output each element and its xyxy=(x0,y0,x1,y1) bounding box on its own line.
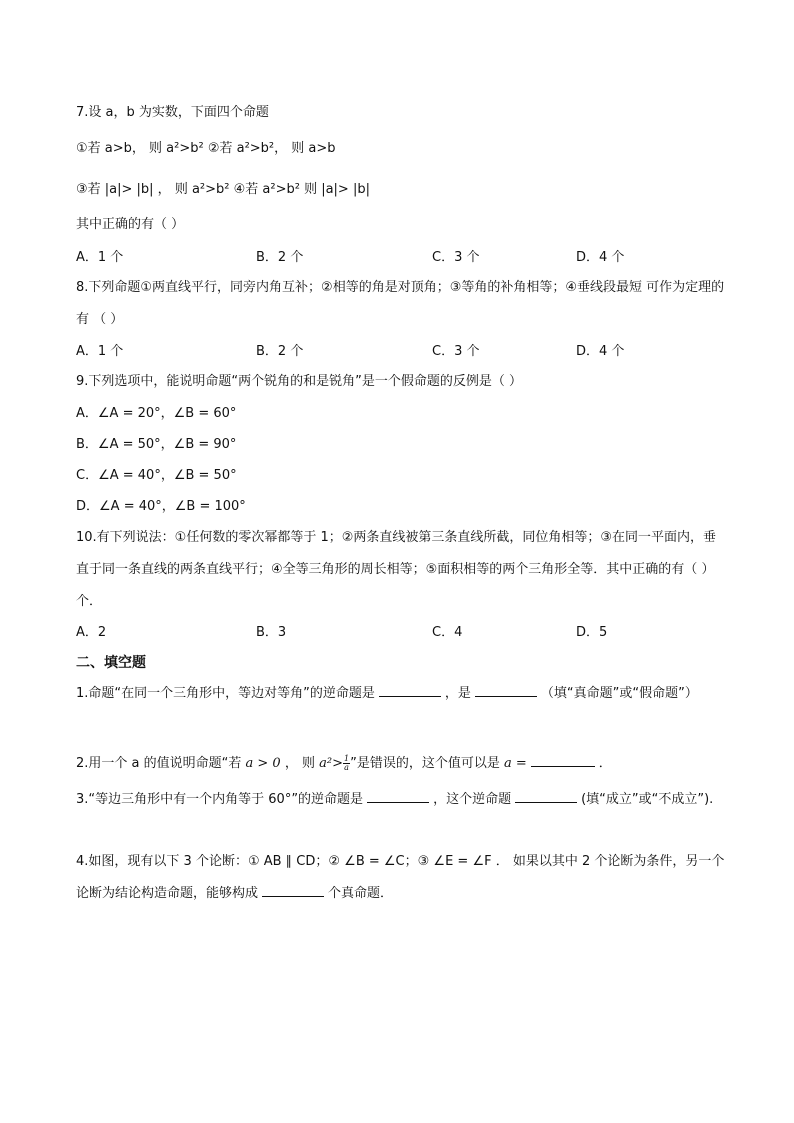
fill-2-condition: a > 0 xyxy=(245,756,281,771)
fill-3-text-c: (填“成立”或“不成立”). xyxy=(581,792,714,807)
q8-stem: 8.下列命题①两直线平行，同旁内角互补；②相等的角是对顶角；③等角的补角相等；④垂线段最短 可作为定理的有 （ ） xyxy=(76,280,725,327)
q9-option-a: A．∠A = 20°，∠B = 60° xyxy=(76,406,237,421)
q10-stem: 10.有下列说法：①任何数的零次幂都等于 1；②两条直线被第三条直线所截，同位角相等；③在同一平面内，垂直于同一条直线的两条直线平行；④全等三角形的周长相等；⑤面积相等的两个三角形全等．其中正确的有（ ）个． xyxy=(76,530,717,609)
q8-option-c: C．3 个 xyxy=(432,344,480,359)
fill-2-text-c: ”是错误的，这个值可以是 xyxy=(350,756,500,771)
fill-2-gt: > xyxy=(332,756,343,771)
q9-option-d: D．∠A = 40°，∠B = 100° xyxy=(76,499,246,514)
q7-stem: 7.设 a，b 为实数，下面四个命题 xyxy=(76,105,269,120)
fraction-numerator: 1 xyxy=(344,754,350,763)
fill-2-equation: a = xyxy=(503,756,527,771)
q8-option-d: D．4 个 xyxy=(576,344,625,359)
q9-option-c: C．∠A = 40°，∠B = 50° xyxy=(76,468,237,483)
q8-option-b: B．2 个 xyxy=(256,344,304,359)
fill-4-blank[interactable] xyxy=(262,882,324,897)
section-2-title: 二、填空题 xyxy=(76,655,146,671)
fill-2 xyxy=(76,752,726,774)
q7-propositions-1-2: ①若 a>b， 则 a²>b² ②若 a²>b²， 则 a>b xyxy=(76,141,336,156)
fill-1 xyxy=(76,678,726,710)
fill-3 xyxy=(76,784,726,816)
fill-2-text-b: ， 则 xyxy=(284,756,315,771)
q10-option-d: D．5 xyxy=(576,625,608,640)
fill-2-lhs: a² xyxy=(319,756,333,771)
q7-options xyxy=(76,248,726,268)
q10-option-c: C．4 xyxy=(432,625,463,640)
q10-option-a: A．2 xyxy=(76,625,107,640)
fill-3-blank-1[interactable] xyxy=(367,788,429,803)
fill-1-text-c: （填“真命题”或“假命题”） xyxy=(540,686,698,701)
q7-option-d: D．4 个 xyxy=(576,250,625,265)
q10-options xyxy=(76,623,726,643)
q7-option-a: A．1 个 xyxy=(76,250,124,265)
q10-option-b: B．3 xyxy=(256,625,287,640)
fill-1-text-b: ，是 xyxy=(444,686,471,701)
fill-4 xyxy=(76,846,726,910)
fill-3-blank-2[interactable] xyxy=(515,788,577,803)
fill-1-blank-1[interactable] xyxy=(379,682,441,697)
fraction-denominator: a xyxy=(344,763,349,772)
fill-2-text-a: 2.用一个 a 的值说明命题“若 xyxy=(76,756,242,771)
q7-option-b: B．2 个 xyxy=(256,250,304,265)
fill-2-text-d: ． xyxy=(598,756,612,771)
q9-stem: 9.下列选项中，能说明命题“两个锐角的和是锐角”是一个假命题的反例是（ ） xyxy=(76,374,523,389)
fill-4-text-a: 4.如图，现有以下 3 个论断：① AB ∥ CD；② ∠B = ∠C；③ ∠E = ∠F ． 如果以其中 2 个论断为条件，另一个论断为结论构造命题，能够构成 xyxy=(76,854,725,901)
fill-3-text-b: ，这个逆命题 xyxy=(433,792,512,807)
q9-option-b: B．∠A = 50°，∠B = 90° xyxy=(76,437,237,452)
q7-question: 其中正确的有（ ） xyxy=(76,217,185,232)
q7-option-c: C．3 个 xyxy=(432,250,480,265)
fill-2-blank[interactable] xyxy=(531,752,595,767)
fill-3-text-a: 3.“等边三角形中有一个内角等于 60°”的逆命题是 xyxy=(76,792,364,807)
q7-propositions-3-4: ③若 |a|> |b| ， 则 a²>b² ④若 a²>b² 则 |a|> |b| xyxy=(76,182,370,197)
fill-4-text-b: 个真命题． xyxy=(328,886,394,901)
q8-options xyxy=(76,342,726,362)
q8-option-a: A．1 个 xyxy=(76,344,124,359)
fill-1-blank-2[interactable] xyxy=(475,682,537,697)
fill-1-text-a: 1.命题“在同一个三角形中，等边对等角”的逆命题是 xyxy=(76,686,375,701)
